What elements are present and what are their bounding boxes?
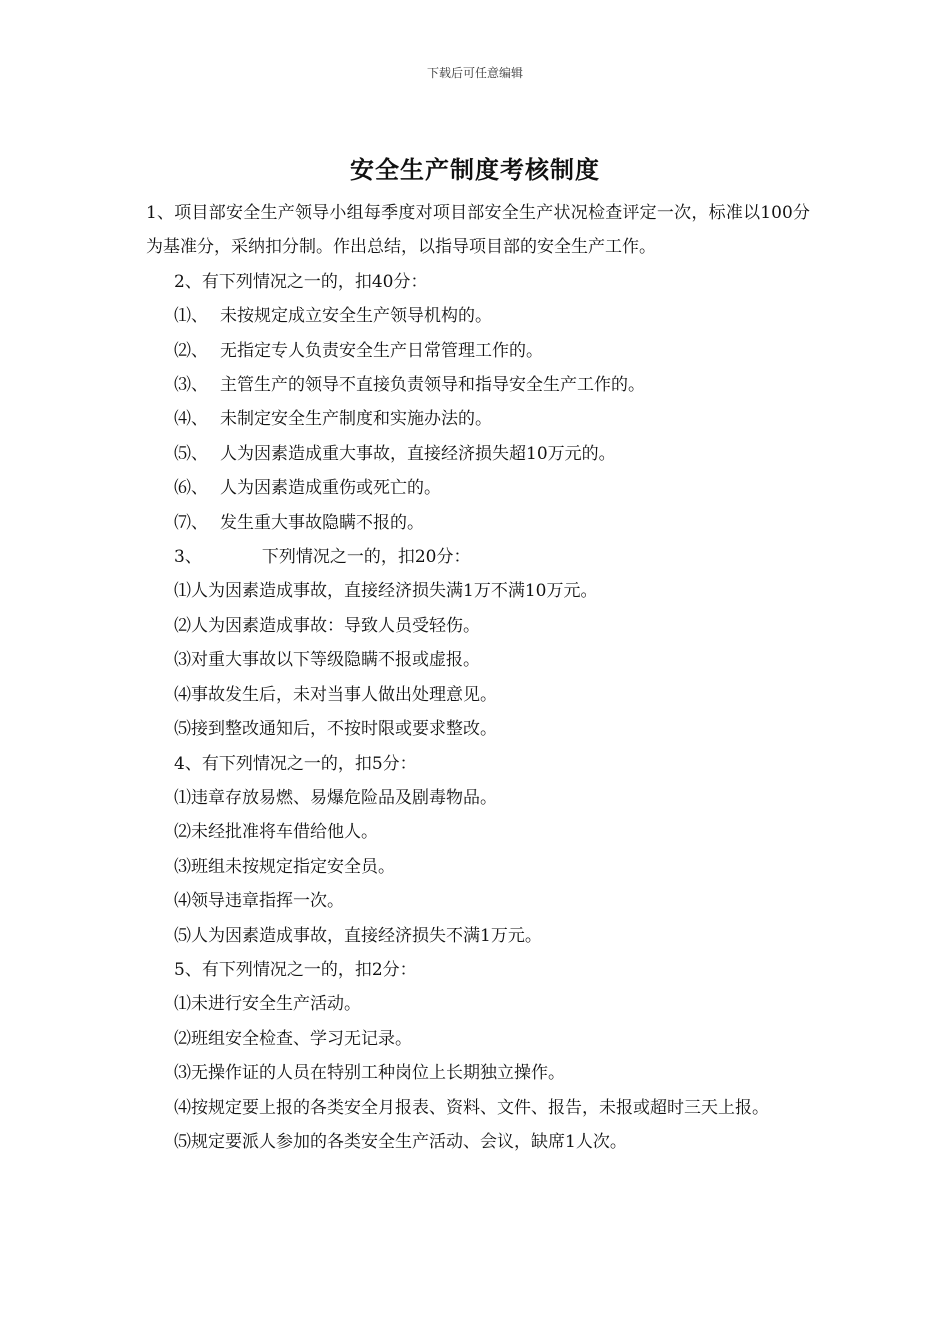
- section-5-item: ⑴未进行安全生产活动。: [174, 994, 361, 1015]
- item-number: ⑸、: [174, 443, 208, 464]
- item-number: ⑹、: [174, 478, 208, 499]
- item-text: 人为因素造成重伤或死亡的。: [220, 478, 441, 499]
- item-number: ⑷、: [174, 409, 208, 430]
- intro-paragraph: 1、项目部安全生产领导小组每季度对项目部安全生产状况检查评定一次，标准以100分为基准分，采纳扣分制。作出总结，以指导项目部的安全生产工作。: [146, 203, 810, 258]
- document-body: [146, 196, 810, 1159]
- section-3-item: ⑸接到整改通知后，不按时限或要求整改。: [174, 719, 497, 740]
- section-2-item: [146, 437, 810, 471]
- item-number: ⑵、: [174, 340, 208, 361]
- item-text: 未按规定成立安全生产领导机构的。: [220, 306, 492, 327]
- item-text: 无指定专人负责安全生产日常管理工作的。: [220, 340, 543, 361]
- section-2-item: [146, 506, 810, 540]
- item-number: ⑴、: [174, 306, 208, 327]
- section-2-item: [146, 368, 810, 402]
- section-5-heading: 5、有下列情况之一的，扣2分：: [174, 959, 417, 980]
- section-5-item: ⑵班组安全检查、学习无记录。: [174, 1028, 412, 1049]
- section-4-heading: 4、有下列情况之一的，扣5分：: [174, 753, 417, 774]
- section-3-item: ⑶对重大事故以下等级隐瞒不报或虚报。: [174, 650, 480, 671]
- section-4-item: ⑴违章存放易燃、易爆危险品及剧毒物品。: [174, 787, 497, 808]
- section-5-item: ⑸规定要派人参加的各类安全生产活动、会议，缺席1人次。: [174, 1131, 627, 1152]
- section-5-item: ⑶无操作证的人员在特别工种岗位上长期独立操作。: [174, 1063, 565, 1084]
- section-5-item: ⑷按规定要上报的各类安全月报表、资料、文件、报告，未报或超时三天上报。: [174, 1097, 769, 1118]
- page-header: 下载后可任意编辑: [426, 66, 523, 80]
- section-4-item: ⑷领导违章指挥一次。: [174, 891, 344, 912]
- item-text: 发生重大事故隐瞒不报的。: [220, 512, 424, 533]
- section-4-item: ⑶班组未按规定指定安全员。: [174, 856, 395, 877]
- item-text: 未制定安全生产制度和实施办法的。: [220, 409, 492, 430]
- section-number: 3、: [174, 547, 202, 568]
- document-title: 安全生产制度考核制度: [350, 155, 600, 184]
- section-2-heading: 2、有下列情况之一的，扣40分：: [174, 271, 428, 292]
- section-2-item: [146, 299, 810, 333]
- section-3-heading: [146, 540, 810, 574]
- section-3-item: ⑵人为因素造成事故：导致人员受轻伤。: [174, 615, 480, 636]
- item-number: ⑶、: [174, 375, 208, 396]
- section-3-item: ⑷事故发生后，未对当事人做出处理意见。: [174, 684, 497, 705]
- section-2-item: [146, 402, 810, 436]
- item-number: ⑺、: [174, 512, 208, 533]
- section-2-item: [146, 334, 810, 368]
- section-heading-text: 下列情况之一的，扣20分：: [261, 547, 471, 568]
- section-4-item: ⑵未经批准将车借给他人。: [174, 822, 378, 843]
- item-text: 主管生产的领导不直接负责领导和指导安全生产工作的。: [220, 375, 645, 396]
- section-4-item: ⑸人为因素造成事故，直接经济损失不满1万元。: [174, 925, 542, 946]
- section-3-item: ⑴人为因素造成事故，直接经济损失满1万不满10万元。: [174, 581, 598, 602]
- item-text: 人为因素造成重大事故，直接经济损失超10万元的。: [220, 443, 616, 464]
- section-2-item: [146, 471, 810, 505]
